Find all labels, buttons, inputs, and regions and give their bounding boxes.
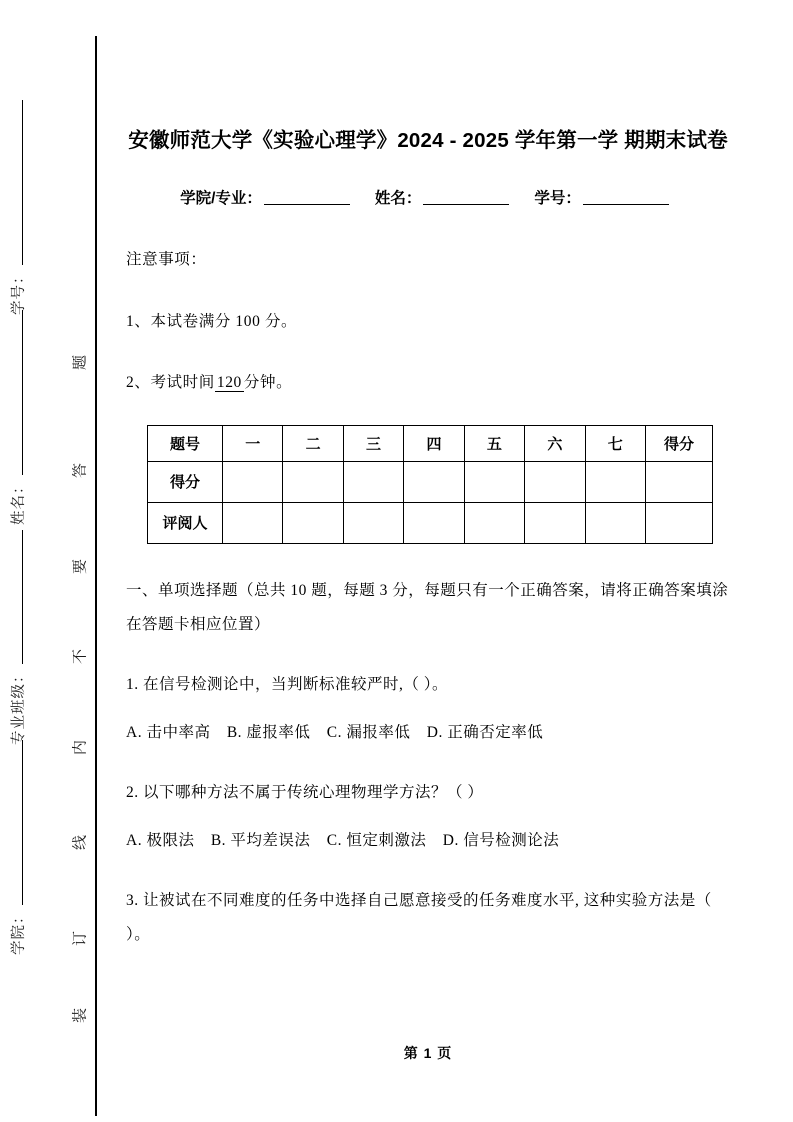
table-row — [148, 425, 713, 461]
option-a[interactable]: A. 击中率高 — [126, 723, 211, 741]
option-b[interactable]: B. 平均差误法 — [210, 831, 311, 849]
row-header: 评阅人 — [148, 502, 223, 543]
seal-char: 题 — [72, 355, 89, 371]
table-row — [148, 461, 713, 502]
page-number: 第 1 页 — [403, 1045, 453, 1061]
row-header: 得分 — [148, 461, 223, 502]
question-options — [126, 824, 730, 858]
margin-field-blank — [11, 310, 23, 476]
margin-field-label: 姓名： — [10, 478, 27, 525]
table-cell: 六 — [525, 425, 585, 461]
table-cell[interactable] — [585, 502, 645, 543]
option-b[interactable]: B. 虚报率低 — [226, 723, 311, 741]
margin-field-college — [0, 740, 34, 955]
table-cell: 二 — [283, 425, 343, 461]
note-item-duration — [126, 375, 730, 391]
college-major-label: 学院/专业： — [180, 190, 262, 207]
option-c[interactable]: C. 恒定刺激法 — [326, 831, 427, 849]
table-cell[interactable] — [223, 502, 283, 543]
seal-char: 订 — [72, 931, 89, 947]
table-cell: 一 — [223, 425, 283, 461]
page-title — [126, 0, 730, 160]
table-cell[interactable] — [585, 461, 645, 502]
seal-char: 要 — [72, 559, 89, 575]
margin-field-class — [0, 530, 34, 745]
student-id-label: 学号： — [534, 190, 581, 207]
note-item-total-score: 1、本试卷满分 100 分。 — [126, 312, 298, 330]
college-major-input[interactable] — [264, 204, 350, 205]
seal-char: 装 — [72, 1008, 89, 1024]
binding-margin — [0, 0, 97, 1122]
table-cell[interactable] — [343, 461, 403, 502]
score-summary-table — [147, 425, 713, 544]
margin-field-student-id — [0, 100, 34, 315]
margin-field-blank — [11, 530, 23, 665]
question-text: 3. 让被试在不同难度的任务中选择自己愿意接受的任务难度水平, 这种实验方法是（ ）。 — [126, 891, 712, 943]
table-cell: 得分 — [646, 425, 713, 461]
table-cell[interactable] — [223, 461, 283, 502]
table-cell[interactable] — [525, 502, 585, 543]
table-cell: 七 — [585, 425, 645, 461]
table-cell[interactable] — [464, 461, 524, 502]
page-title-line-1: 安徽师范大学《实验心理学》2024 - 2025 学年第一学 — [128, 129, 619, 152]
note-duration-value: 120 — [216, 374, 242, 391]
note-duration-prefix: 2、考试时间 — [126, 374, 215, 391]
exam-paper-body — [126, 0, 730, 952]
option-a[interactable]: A. 极限法 — [126, 831, 195, 849]
section-heading-multiple-choice: 一、单项选择题（总共 10 题，每题 3 分，每题只有一个正确答案，请将正确答案填涂在答题卡相应位置） — [126, 581, 729, 633]
table-cell[interactable] — [464, 502, 524, 543]
option-c[interactable]: C. 漏报率低 — [326, 723, 411, 741]
margin-field-blank — [11, 100, 23, 266]
seal-char: 不 — [72, 649, 89, 665]
question-item — [126, 668, 730, 750]
seal-char: 内 — [72, 740, 89, 756]
question-options — [126, 716, 730, 750]
table-cell: 三 — [343, 425, 403, 461]
option-d[interactable]: D. 正确否定率低 — [426, 723, 544, 741]
table-cell[interactable] — [646, 461, 713, 502]
name-input[interactable] — [423, 204, 509, 205]
identity-fields-row — [126, 186, 730, 208]
table-cell[interactable] — [404, 461, 464, 502]
note-duration-suffix: 分钟。 — [243, 374, 293, 391]
question-text: 1. 在信号检测论中，当判断标准较严时,（ ）。 — [126, 675, 449, 693]
table-cell[interactable] — [646, 502, 713, 543]
option-d[interactable]: D. 信号检测论法 — [442, 831, 560, 849]
page-footer — [126, 1043, 730, 1063]
table-cell[interactable] — [404, 502, 464, 543]
table-cell[interactable] — [283, 502, 343, 543]
student-id-input[interactable] — [583, 204, 669, 205]
table-row — [148, 502, 713, 543]
table-cell[interactable] — [343, 502, 403, 543]
table-cell: 五 — [464, 425, 524, 461]
margin-field-name — [0, 310, 34, 525]
name-label: 姓名： — [374, 190, 422, 207]
margin-field-label: 学号： — [10, 268, 27, 315]
question-item — [126, 776, 730, 858]
margin-field-blank — [11, 740, 23, 906]
page-title-line-2: 期期末试卷 — [624, 129, 728, 152]
seal-char: 线 — [72, 835, 89, 851]
question-text: 2. 以下哪种方法不属于传统心理物理学方法？（ ） — [126, 783, 484, 801]
question-item — [126, 884, 730, 952]
row-header: 题号 — [148, 425, 223, 461]
table-cell[interactable] — [525, 461, 585, 502]
seal-char: 答 — [72, 463, 89, 479]
table-cell: 四 — [404, 425, 464, 461]
margin-field-label: 学院： — [10, 908, 27, 955]
notes-heading: 注意事项： — [126, 251, 207, 268]
margin-field-label: 专业班级： — [10, 667, 27, 745]
table-cell[interactable] — [283, 461, 343, 502]
margin-vertical-rule — [95, 36, 97, 1116]
